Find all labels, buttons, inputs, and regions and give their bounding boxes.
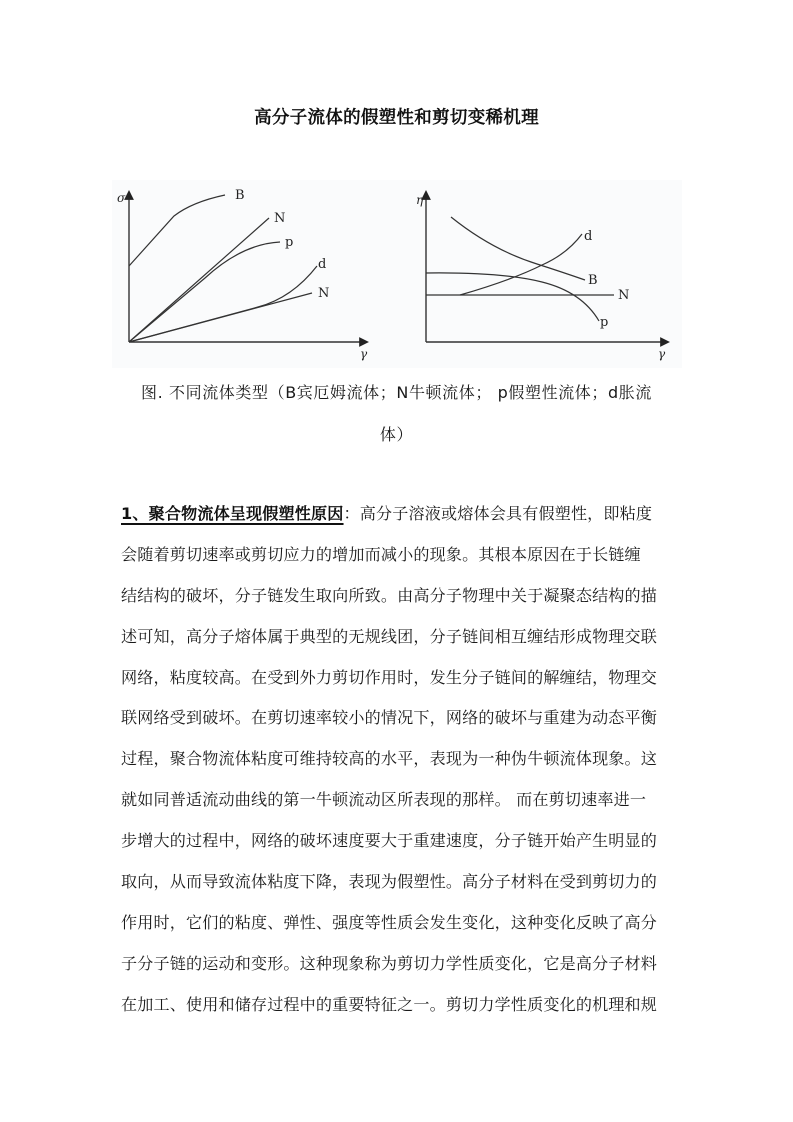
left-label-N1: N (274, 211, 286, 226)
figure-caption-line-2: 体） (379, 425, 414, 444)
right-x-axis-label: γ (658, 347, 666, 361)
figure-plots (112, 180, 682, 368)
paragraph-line: 会随着剪切速率或剪切应力的增加而减小的现象。其根本原因在于长链缠 (121, 544, 641, 564)
paragraph-line: 结结构的破坏，分子链发生取向所致。由高分子物理中关于凝聚态结构的描 (121, 585, 658, 605)
paragraph-line: 在加工、使用和储存过程中的重要特征之一。剪切力学性质变化的机理和规 (121, 994, 658, 1014)
page-title: 高分子流体的假塑性和剪切变稀机理 (254, 108, 539, 128)
left-y-axis-label: σ (117, 191, 126, 205)
paragraph-line: 网络，粘度较高。在受到外力剪切作用时，发生分子链间的解缠结，物理交 (121, 667, 658, 687)
right-y-axis-label: η (416, 193, 424, 207)
paragraph-text: ：高分子溶液或熔体会具有假塑性，即粘度 (343, 504, 653, 523)
left-label-N2: N (318, 286, 330, 301)
paragraph-line: 步增大的过程中，网络的破坏速度要大于重建速度，分子链开始产生明显的 (121, 831, 658, 851)
paragraph-line (121, 494, 674, 535)
paragraph-line: 就如同普适流动曲线的第一牛顿流动区所表现的那样。 而在剪切速率进一 (121, 790, 647, 810)
paragraph-line: 过程，聚合物流体粘度可维持较高的水平，表现为一种伪牛顿流体现象。这 (121, 749, 658, 769)
figure-fluid-types (112, 180, 682, 368)
section-1-paragraph (121, 494, 674, 1026)
paragraph-line: 联网络受到破坏。在剪切速率较小的情况下，网络的破坏与重建为动态平衡 (121, 708, 658, 728)
paragraph-line: 作用时，它们的粘度、弹性、强度等性质会发生变化，这种变化反映了高分 (121, 912, 658, 932)
right-label-d: d (584, 229, 593, 244)
right-label-p: p (600, 315, 609, 330)
left-label-p: p (285, 235, 294, 250)
left-label-d: d (318, 257, 327, 272)
right-label-N: N (618, 288, 630, 303)
paragraph-line: 取向，从而导致流体粘度下降，表现为假塑性。高分子材料在受到剪切力的 (121, 872, 658, 892)
left-label-B: B (235, 188, 245, 203)
section-heading: 1、聚合物流体呈现假塑性原因 (121, 504, 344, 523)
paragraph-line: 述可知，高分子熔体属于典型的无规线团，分子链间相互缠结形成物理交联 (121, 626, 658, 646)
figure-caption (121, 372, 672, 456)
figure-caption-line-1: 图. 不同流体类型（B宾厄姆流体；N牛顿流体； p假塑性流体；d胀流 (141, 383, 652, 402)
left-x-axis-label: γ (360, 347, 368, 361)
right-label-B: B (588, 273, 598, 288)
paragraph-line: 子分子链的运动和变形。这种现象称为剪切力学性质变化，它是高分子材料 (121, 953, 658, 973)
